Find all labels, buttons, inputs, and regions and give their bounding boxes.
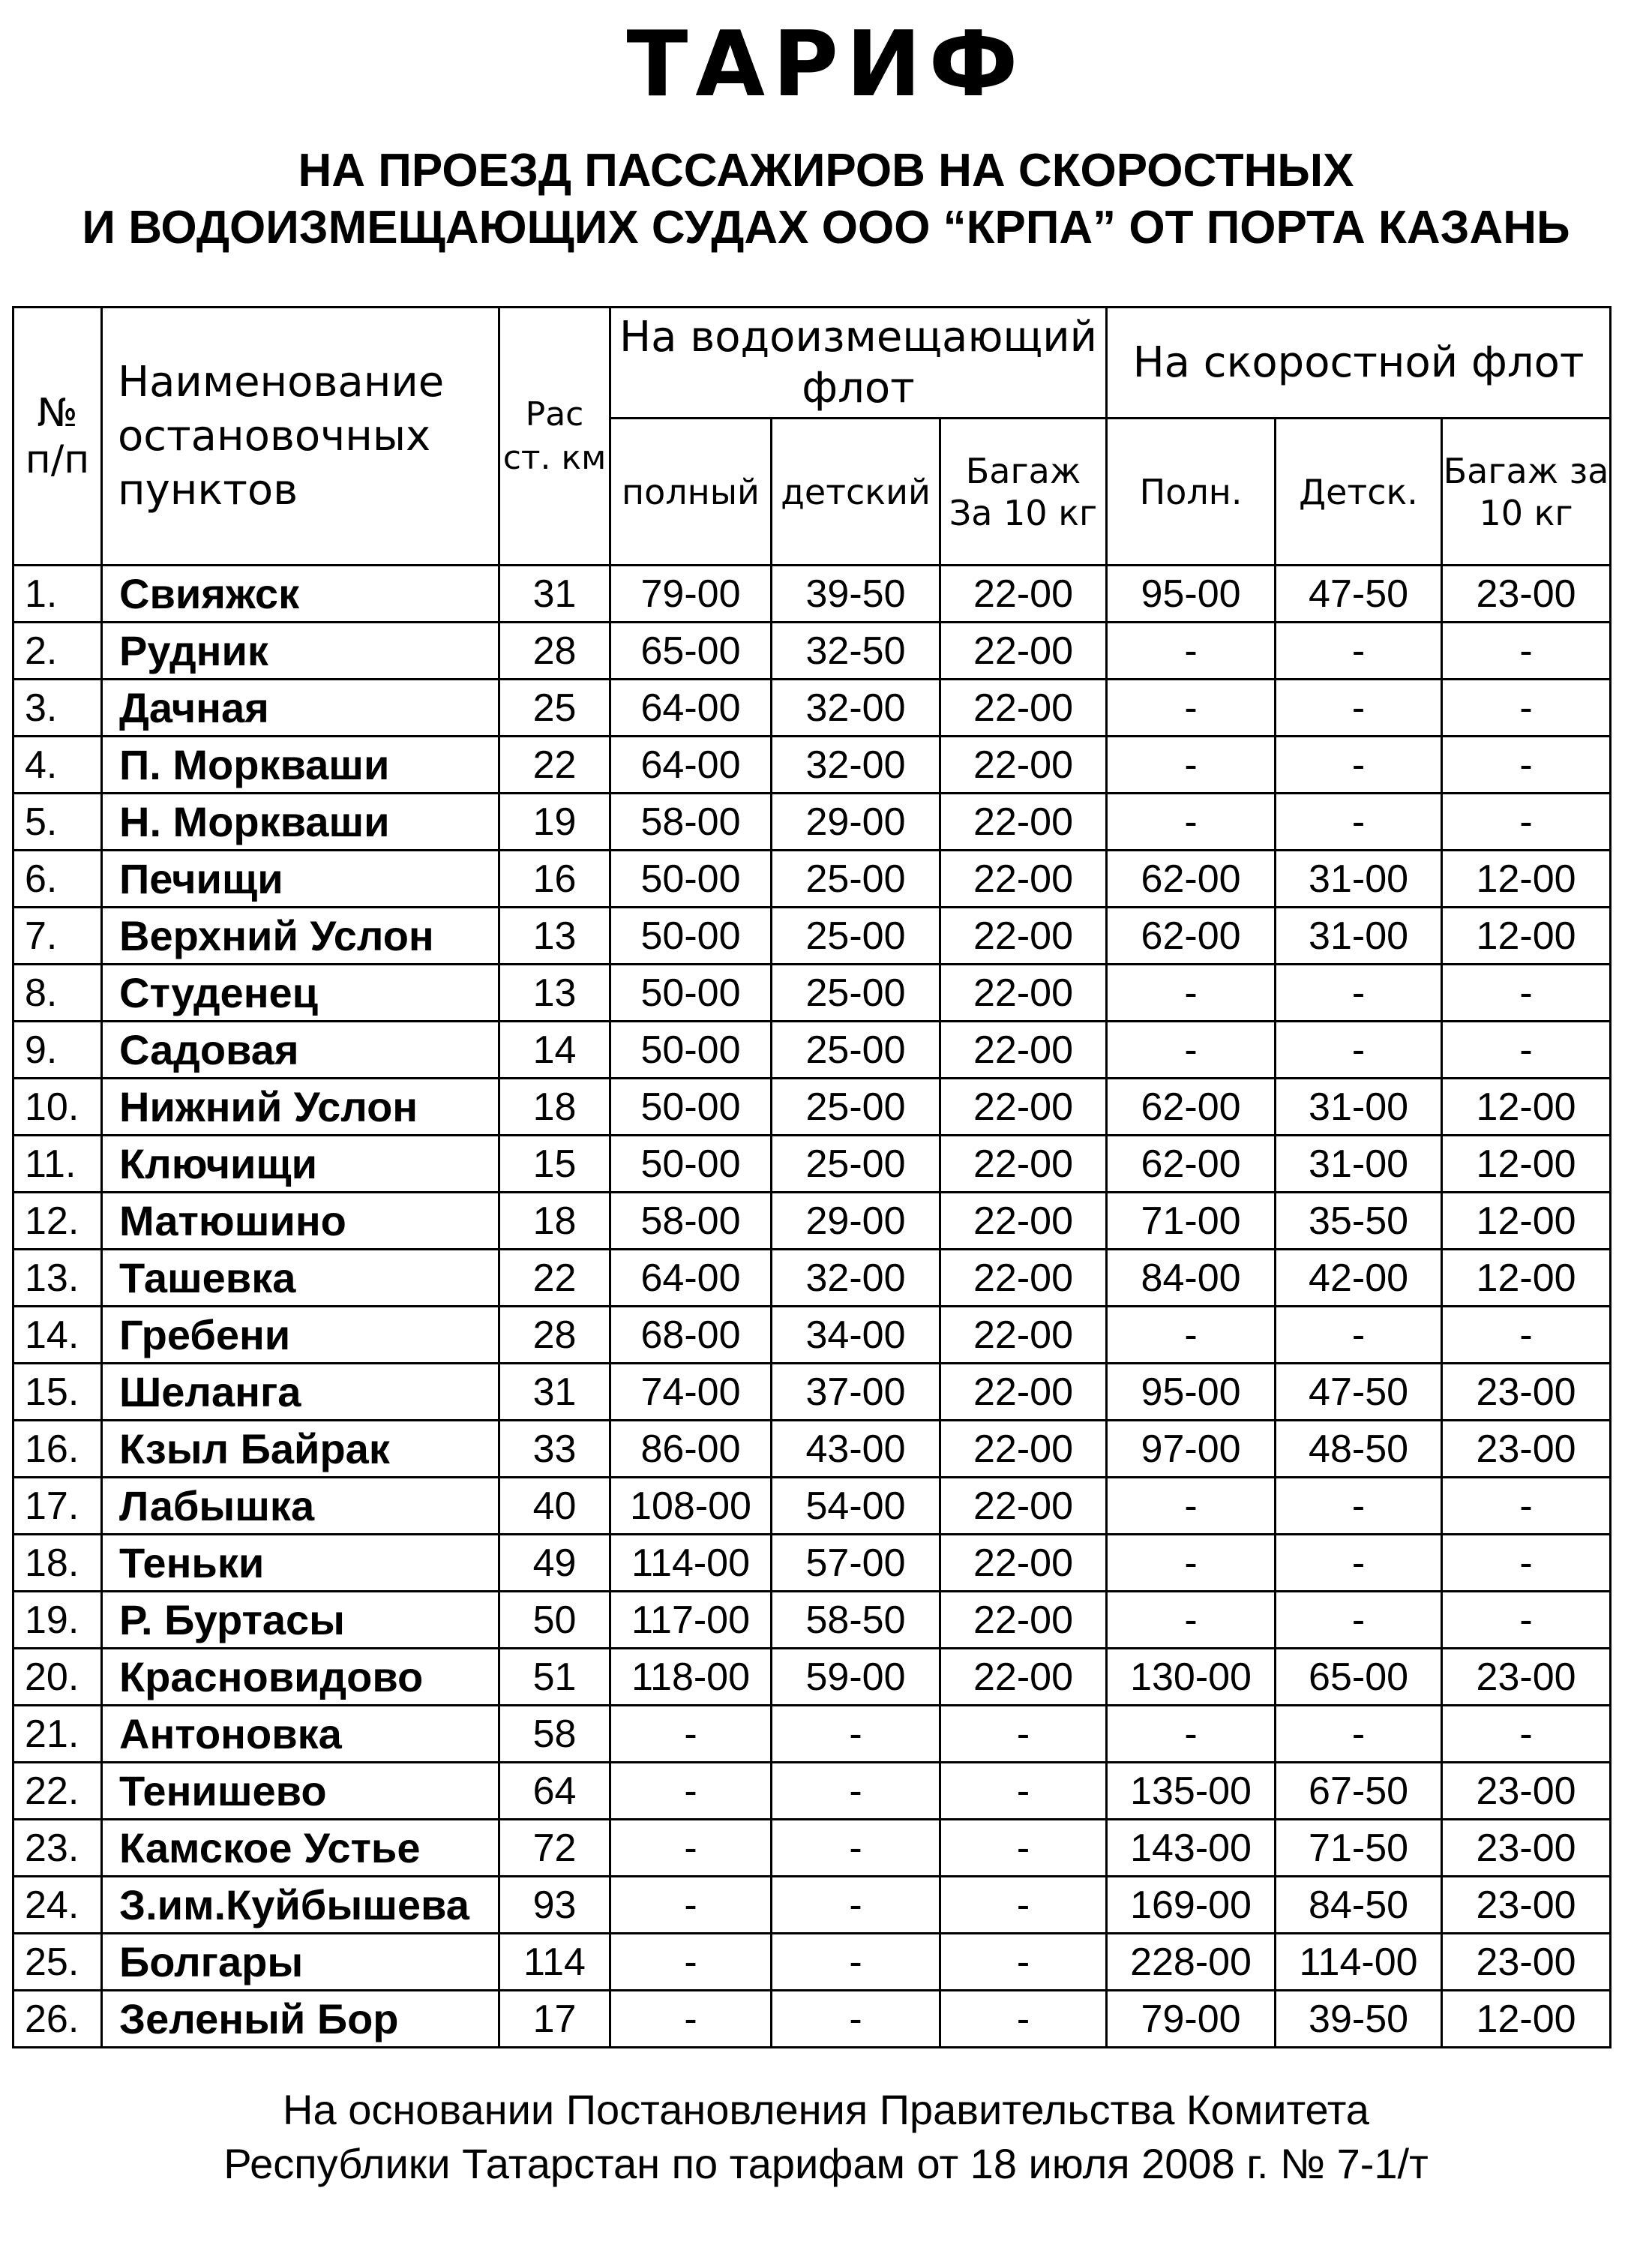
header-displacement-child: детский <box>772 419 940 566</box>
speed-child-fare: 42-00 <box>1276 1250 1442 1307</box>
displacement-full-fare: 118-00 <box>610 1649 772 1706</box>
speed-baggage-fare: 12-00 <box>1442 908 1611 965</box>
displacement-baggage-fare: - <box>940 1934 1107 1991</box>
distance-km: 51 <box>499 1649 610 1706</box>
displacement-baggage-fare: - <box>940 1706 1107 1763</box>
distance-km: 13 <box>499 908 610 965</box>
displacement-full-fare: 64-00 <box>610 680 772 737</box>
displacement-baggage-fare: 22-00 <box>940 1364 1107 1421</box>
displacement-child-fare: 32-50 <box>772 623 940 680</box>
speed-child-fare: 39-50 <box>1276 1991 1442 2048</box>
displacement-baggage-fare: 22-00 <box>940 851 1107 908</box>
header-distance: Рас ст. км <box>499 308 610 566</box>
speed-child-fare: - <box>1276 1535 1442 1592</box>
displacement-baggage-fare: 22-00 <box>940 1079 1107 1136</box>
stop-name: Красновидово <box>102 1649 499 1706</box>
speed-baggage-fare: 23-00 <box>1442 1877 1611 1934</box>
header-number: № п/п <box>13 308 102 566</box>
displacement-child-fare: 43-00 <box>772 1421 940 1478</box>
row-number: 5. <box>13 794 102 851</box>
row-number: 20. <box>13 1649 102 1706</box>
speed-full-fare: - <box>1107 1535 1276 1592</box>
speed-child-fare: - <box>1276 623 1442 680</box>
speed-child-fare: 31-00 <box>1276 1136 1442 1193</box>
displacement-baggage-fare: 22-00 <box>940 1250 1107 1307</box>
table-row <box>13 1364 1611 1421</box>
displacement-full-fare: - <box>610 1763 772 1820</box>
distance-km: 33 <box>499 1421 610 1478</box>
row-number: 8. <box>13 965 102 1022</box>
displacement-baggage-fare: - <box>940 1820 1107 1877</box>
table-row <box>13 1193 1611 1250</box>
header-displacement-fleet: На водоизмещающий флот <box>610 308 1107 419</box>
document-title: ТАРИФ <box>626 13 1026 117</box>
speed-full-fare: - <box>1107 623 1276 680</box>
displacement-baggage-fare: 22-00 <box>940 965 1107 1022</box>
table-row <box>13 1535 1611 1592</box>
displacement-full-fare: 74-00 <box>610 1364 772 1421</box>
displacement-child-fare: 29-00 <box>772 794 940 851</box>
speed-full-fare: 62-00 <box>1107 908 1276 965</box>
row-number: 1. <box>13 566 102 623</box>
row-number: 7. <box>13 908 102 965</box>
speed-child-fare: - <box>1276 965 1442 1022</box>
speed-full-fare: 62-00 <box>1107 1136 1276 1193</box>
speed-full-fare: 95-00 <box>1107 1364 1276 1421</box>
speed-baggage-fare: 12-00 <box>1442 1079 1611 1136</box>
stop-name: Нижний Услон <box>102 1079 499 1136</box>
displacement-baggage-fare: 22-00 <box>940 908 1107 965</box>
displacement-full-fare: - <box>610 1877 772 1934</box>
row-number: 21. <box>13 1706 102 1763</box>
row-number: 3. <box>13 680 102 737</box>
speed-baggage-fare: - <box>1442 794 1611 851</box>
row-number: 2. <box>13 623 102 680</box>
table-row <box>13 1820 1611 1877</box>
displacement-full-fare: 50-00 <box>610 1136 772 1193</box>
speed-baggage-fare: 12-00 <box>1442 1991 1611 2048</box>
displacement-baggage-fare: 22-00 <box>940 566 1107 623</box>
displacement-full-fare: - <box>610 1934 772 1991</box>
displacement-full-fare: 114-00 <box>610 1535 772 1592</box>
header-stop-name: Наименование остановочных пунктов <box>102 308 499 566</box>
table-row <box>13 1022 1611 1079</box>
speed-child-fare: 84-50 <box>1276 1877 1442 1934</box>
speed-baggage-fare: 12-00 <box>1442 1193 1611 1250</box>
displacement-baggage-fare: 22-00 <box>940 1022 1107 1079</box>
speed-full-fare: 143-00 <box>1107 1820 1276 1877</box>
displacement-full-fare: 58-00 <box>610 794 772 851</box>
stop-name: Садовая <box>102 1022 499 1079</box>
speed-baggage-fare: - <box>1442 680 1611 737</box>
table-row <box>13 1136 1611 1193</box>
speed-child-fare: 65-00 <box>1276 1649 1442 1706</box>
speed-full-fare: 84-00 <box>1107 1250 1276 1307</box>
distance-km: 15 <box>499 1136 610 1193</box>
displacement-full-fare: 108-00 <box>610 1478 772 1535</box>
table-row <box>13 623 1611 680</box>
speed-baggage-fare: 23-00 <box>1442 1421 1611 1478</box>
distance-km: 14 <box>499 1022 610 1079</box>
speed-full-fare: 228-00 <box>1107 1934 1276 1991</box>
speed-full-fare: 71-00 <box>1107 1193 1276 1250</box>
footer-line-2: Республики Татарстан по тарифам от 18 июля 2008 г. № 7-1/т <box>223 2140 1429 2187</box>
speed-full-fare: 62-00 <box>1107 851 1276 908</box>
displacement-child-fare: 32-00 <box>772 680 940 737</box>
displacement-full-fare: - <box>610 1820 772 1877</box>
speed-child-fare: 67-50 <box>1276 1763 1442 1820</box>
stop-name: Теньки <box>102 1535 499 1592</box>
row-number: 22. <box>13 1763 102 1820</box>
displacement-child-fare: 32-00 <box>772 1250 940 1307</box>
speed-full-fare: 62-00 <box>1107 1079 1276 1136</box>
displacement-child-fare: - <box>772 1934 940 1991</box>
displacement-child-fare: 39-50 <box>772 566 940 623</box>
displacement-child-fare: 25-00 <box>772 1022 940 1079</box>
distance-km: 40 <box>499 1478 610 1535</box>
distance-km: 13 <box>499 965 610 1022</box>
distance-km: 22 <box>499 1250 610 1307</box>
displacement-child-fare: - <box>772 1991 940 2048</box>
distance-km: 28 <box>499 1307 610 1364</box>
table-row <box>13 680 1611 737</box>
speed-baggage-fare: - <box>1442 1022 1611 1079</box>
displacement-baggage-fare: - <box>940 1877 1107 1934</box>
displacement-baggage-fare: - <box>940 1991 1107 2048</box>
displacement-baggage-fare: 22-00 <box>940 794 1107 851</box>
stop-name: Кзыл Байрак <box>102 1421 499 1478</box>
speed-baggage-fare: - <box>1442 965 1611 1022</box>
displacement-baggage-fare: 22-00 <box>940 1136 1107 1193</box>
speed-full-fare: 169-00 <box>1107 1877 1276 1934</box>
header-speed-full: Полн. <box>1107 419 1276 566</box>
header-displacement-full: полный <box>610 419 772 566</box>
displacement-full-fare: 50-00 <box>610 1022 772 1079</box>
row-number: 17. <box>13 1478 102 1535</box>
displacement-baggage-fare: 22-00 <box>940 623 1107 680</box>
row-number: 11. <box>13 1136 102 1193</box>
table-row <box>13 1307 1611 1364</box>
speed-child-fare: 47-50 <box>1276 1364 1442 1421</box>
displacement-full-fare: 50-00 <box>610 965 772 1022</box>
speed-child-fare: 71-50 <box>1276 1820 1442 1877</box>
distance-km: 50 <box>499 1592 610 1649</box>
displacement-baggage-fare: 22-00 <box>940 1193 1107 1250</box>
displacement-child-fare: 29-00 <box>772 1193 940 1250</box>
footer-line-1: На основании Постановления Правительства Комитета <box>283 2086 1369 2133</box>
speed-full-fare: - <box>1107 794 1276 851</box>
speed-baggage-fare: - <box>1442 1535 1611 1592</box>
displacement-full-fare: - <box>610 1991 772 2048</box>
header-displacement-baggage: Багаж За 10 кг <box>940 419 1107 566</box>
speed-baggage-fare: - <box>1442 1307 1611 1364</box>
speed-full-fare: - <box>1107 1307 1276 1364</box>
displacement-child-fare: - <box>772 1763 940 1820</box>
table-row <box>13 908 1611 965</box>
stop-name: Камское Устье <box>102 1820 499 1877</box>
speed-child-fare: 47-50 <box>1276 566 1442 623</box>
speed-child-fare: 31-00 <box>1276 851 1442 908</box>
stop-name: Свияжск <box>102 566 499 623</box>
distance-km: 19 <box>499 794 610 851</box>
row-number: 19. <box>13 1592 102 1649</box>
displacement-baggage-fare: 22-00 <box>940 1649 1107 1706</box>
speed-baggage-fare: 23-00 <box>1442 1364 1611 1421</box>
speed-full-fare: - <box>1107 1478 1276 1535</box>
displacement-full-fare: 64-00 <box>610 737 772 794</box>
speed-child-fare: - <box>1276 1592 1442 1649</box>
table-row <box>13 1763 1611 1820</box>
distance-km: 18 <box>499 1079 610 1136</box>
distance-km: 28 <box>499 623 610 680</box>
displacement-child-fare: 25-00 <box>772 908 940 965</box>
table-row <box>13 1478 1611 1535</box>
speed-baggage-fare: 23-00 <box>1442 1763 1611 1820</box>
displacement-full-fare: 68-00 <box>610 1307 772 1364</box>
tariff-rows <box>13 566 1611 2048</box>
speed-child-fare: - <box>1276 737 1442 794</box>
displacement-child-fare: 25-00 <box>772 965 940 1022</box>
header-speed-child: Детск. <box>1276 419 1442 566</box>
speed-full-fare: 135-00 <box>1107 1763 1276 1820</box>
row-number: 15. <box>13 1364 102 1421</box>
stop-name: Верхний Услон <box>102 908 499 965</box>
distance-km: 93 <box>499 1877 610 1934</box>
speed-baggage-fare: 12-00 <box>1442 1136 1611 1193</box>
displacement-full-fare: 117-00 <box>610 1592 772 1649</box>
stop-name: Н. Моркваши <box>102 794 499 851</box>
distance-km: 25 <box>499 680 610 737</box>
row-number: 13. <box>13 1250 102 1307</box>
distance-km: 64 <box>499 1763 610 1820</box>
speed-child-fare: - <box>1276 1706 1442 1763</box>
stop-name: Болгары <box>102 1934 499 1991</box>
displacement-child-fare: 25-00 <box>772 851 940 908</box>
speed-child-fare: 31-00 <box>1276 1079 1442 1136</box>
stop-name: Тенишево <box>102 1763 499 1820</box>
displacement-baggage-fare: 22-00 <box>940 1307 1107 1364</box>
distance-km: 31 <box>499 566 610 623</box>
subtitle-line-1: НА ПРОЕЗД ПАССАЖИРОВ НА СКОРОСТНЫХ <box>298 145 1354 197</box>
displacement-baggage-fare: 22-00 <box>940 1535 1107 1592</box>
stop-name: Лабышка <box>102 1478 499 1535</box>
stop-name: З.им.Куйбышева <box>102 1877 499 1934</box>
displacement-baggage-fare: 22-00 <box>940 1592 1107 1649</box>
speed-full-fare: - <box>1107 737 1276 794</box>
displacement-baggage-fare: 22-00 <box>940 1478 1107 1535</box>
stop-name: Дачная <box>102 680 499 737</box>
displacement-child-fare: 34-00 <box>772 1307 940 1364</box>
displacement-full-fare: 50-00 <box>610 1079 772 1136</box>
speed-baggage-fare: - <box>1442 1478 1611 1535</box>
distance-km: 58 <box>499 1706 610 1763</box>
row-number: 14. <box>13 1307 102 1364</box>
speed-baggage-fare: - <box>1442 623 1611 680</box>
distance-km: 22 <box>499 737 610 794</box>
stop-name: П. Моркваши <box>102 737 499 794</box>
displacement-child-fare: - <box>772 1820 940 1877</box>
table-row <box>13 851 1611 908</box>
stop-name: Зеленый Бор <box>102 1991 499 2048</box>
speed-child-fare: - <box>1276 1307 1442 1364</box>
table-row <box>13 1250 1611 1307</box>
table-row <box>13 1421 1611 1478</box>
speed-baggage-fare: 12-00 <box>1442 851 1611 908</box>
speed-baggage-fare: 23-00 <box>1442 1820 1611 1877</box>
displacement-child-fare: 25-00 <box>772 1136 940 1193</box>
row-number: 18. <box>13 1535 102 1592</box>
displacement-full-fare: 79-00 <box>610 566 772 623</box>
displacement-baggage-fare: 22-00 <box>940 1421 1107 1478</box>
row-number: 23. <box>13 1820 102 1877</box>
displacement-full-fare: 86-00 <box>610 1421 772 1478</box>
distance-km: 72 <box>499 1820 610 1877</box>
table-row <box>13 1592 1611 1649</box>
table-row <box>13 1079 1611 1136</box>
row-number: 4. <box>13 737 102 794</box>
distance-km: 49 <box>499 1535 610 1592</box>
distance-km: 31 <box>499 1364 610 1421</box>
table-row <box>13 965 1611 1022</box>
stop-name: Матюшино <box>102 1193 499 1250</box>
speed-baggage-fare: 23-00 <box>1442 1934 1611 1991</box>
displacement-full-fare: 64-00 <box>610 1250 772 1307</box>
speed-baggage-fare: - <box>1442 1592 1611 1649</box>
displacement-baggage-fare: 22-00 <box>940 737 1107 794</box>
table-row <box>13 1991 1611 2048</box>
speed-baggage-fare: - <box>1442 1706 1611 1763</box>
speed-full-fare: 95-00 <box>1107 566 1276 623</box>
table-row <box>13 1649 1611 1706</box>
displacement-full-fare: 50-00 <box>610 851 772 908</box>
subtitle-line-2: И ВОДОИЗМЕЩАЮЩИХ СУДАХ ООО “КРПА” ОТ ПОРТА КАЗАНЬ <box>82 202 1570 254</box>
speed-child-fare: 31-00 <box>1276 908 1442 965</box>
displacement-full-fare: 65-00 <box>610 623 772 680</box>
row-number: 24. <box>13 1877 102 1934</box>
speed-child-fare: - <box>1276 1022 1442 1079</box>
displacement-baggage-fare: 22-00 <box>940 680 1107 737</box>
row-number: 12. <box>13 1193 102 1250</box>
displacement-baggage-fare: - <box>940 1763 1107 1820</box>
displacement-child-fare: 58-50 <box>772 1592 940 1649</box>
stop-name: Студенец <box>102 965 499 1022</box>
displacement-child-fare: 25-00 <box>772 1079 940 1136</box>
speed-full-fare: - <box>1107 1022 1276 1079</box>
tariff-table <box>12 306 1612 2048</box>
row-number: 26. <box>13 1991 102 2048</box>
stop-name: Рудник <box>102 623 499 680</box>
speed-child-fare: 114-00 <box>1276 1934 1442 1991</box>
stop-name: Шеланга <box>102 1364 499 1421</box>
header-speed-baggage: Багаж за 10 кг <box>1442 419 1611 566</box>
displacement-child-fare: 32-00 <box>772 737 940 794</box>
stop-name: Ключищи <box>102 1136 499 1193</box>
speed-full-fare: - <box>1107 1592 1276 1649</box>
speed-full-fare: 130-00 <box>1107 1649 1276 1706</box>
row-number: 10. <box>13 1079 102 1136</box>
table-row <box>13 1706 1611 1763</box>
distance-km: 18 <box>499 1193 610 1250</box>
stop-name: Антоновка <box>102 1706 499 1763</box>
row-number: 6. <box>13 851 102 908</box>
speed-baggage-fare: 23-00 <box>1442 566 1611 623</box>
distance-km: 114 <box>499 1934 610 1991</box>
speed-child-fare: - <box>1276 680 1442 737</box>
speed-full-fare: - <box>1107 965 1276 1022</box>
stop-name: Ташевка <box>102 1250 499 1307</box>
speed-child-fare: - <box>1276 1478 1442 1535</box>
stop-name: Гребени <box>102 1307 499 1364</box>
displacement-full-fare: - <box>610 1706 772 1763</box>
table-row <box>13 566 1611 623</box>
speed-child-fare: 48-50 <box>1276 1421 1442 1478</box>
speed-full-fare: - <box>1107 1706 1276 1763</box>
table-row <box>13 737 1611 794</box>
displacement-child-fare: 59-00 <box>772 1649 940 1706</box>
displacement-child-fare: 57-00 <box>772 1535 940 1592</box>
speed-full-fare: - <box>1107 680 1276 737</box>
row-number: 9. <box>13 1022 102 1079</box>
speed-baggage-fare: 23-00 <box>1442 1649 1611 1706</box>
displacement-full-fare: 58-00 <box>610 1193 772 1250</box>
table-row <box>13 1934 1611 1991</box>
stop-name: Печищи <box>102 851 499 908</box>
speed-full-fare: 97-00 <box>1107 1421 1276 1478</box>
displacement-child-fare: - <box>772 1706 940 1763</box>
displacement-child-fare: 37-00 <box>772 1364 940 1421</box>
speed-baggage-fare: - <box>1442 737 1611 794</box>
displacement-full-fare: 50-00 <box>610 908 772 965</box>
distance-km: 16 <box>499 851 610 908</box>
speed-full-fare: 79-00 <box>1107 1991 1276 2048</box>
displacement-child-fare: 54-00 <box>772 1478 940 1535</box>
table-row <box>13 1877 1611 1934</box>
row-number: 25. <box>13 1934 102 1991</box>
header-speed-fleet: На скоростной флот <box>1107 308 1611 419</box>
distance-km: 17 <box>499 1991 610 2048</box>
displacement-child-fare: - <box>772 1877 940 1934</box>
table-row <box>13 794 1611 851</box>
speed-child-fare: 35-50 <box>1276 1193 1442 1250</box>
speed-child-fare: - <box>1276 794 1442 851</box>
row-number: 16. <box>13 1421 102 1478</box>
stop-name: Р. Буртасы <box>102 1592 499 1649</box>
speed-baggage-fare: 12-00 <box>1442 1250 1611 1307</box>
